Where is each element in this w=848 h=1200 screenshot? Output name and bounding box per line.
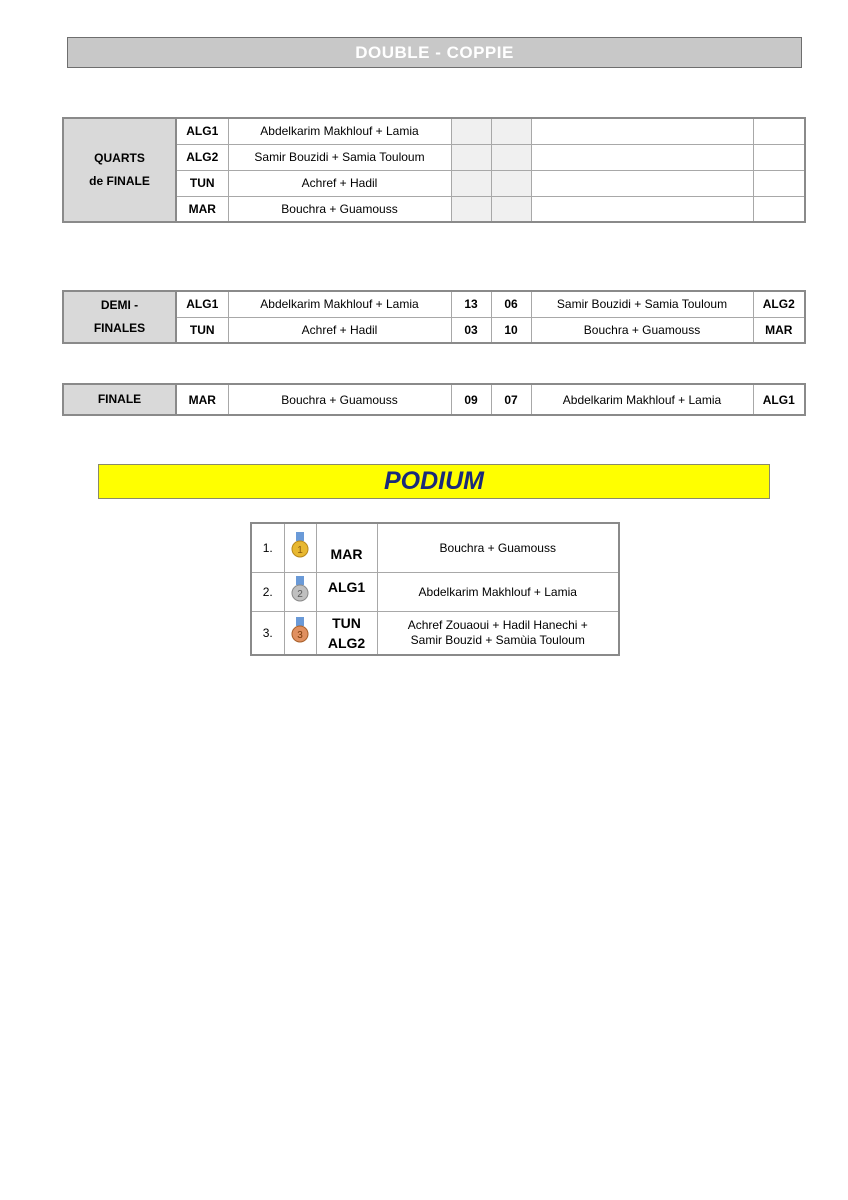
podium-team: Bouchra + Guamouss	[377, 523, 619, 572]
score-a: 03	[451, 317, 491, 343]
opponent-cell	[531, 196, 753, 222]
quarters-label-line2: de FINALE	[89, 174, 150, 188]
score-b: 10	[491, 317, 531, 343]
medal-number: 2	[297, 589, 303, 600]
podium-code-cell	[316, 572, 377, 611]
final-label: FINALE	[63, 384, 176, 415]
bronze-medal-icon	[290, 617, 310, 645]
opponent-name: Bouchra + Guamouss	[531, 317, 753, 343]
medal-number: 1	[297, 545, 303, 557]
team-code: TUN	[176, 170, 228, 196]
team-code: ALG2	[176, 144, 228, 170]
podium-code: MAR	[330, 545, 363, 562]
opponent-code: ALG2	[753, 291, 805, 317]
opponent-cell	[531, 144, 753, 170]
score-cell	[451, 144, 491, 170]
score-cell	[491, 196, 531, 222]
podium-code: ALG1	[327, 578, 366, 595]
podium-team: Abdelkarim Makhlouf + Lamia	[377, 572, 619, 611]
podium-rank: 2.	[251, 572, 284, 611]
score-cell	[491, 144, 531, 170]
medal-cell	[284, 611, 316, 655]
semis-label-line2: FINALES	[93, 321, 146, 335]
medal-cell	[284, 572, 316, 611]
opponent-code: ALG1	[753, 384, 805, 415]
team-code: ALG1	[176, 118, 228, 144]
gold-medal-icon	[290, 532, 310, 560]
team-name: Abdelkarim Makhlouf + Lamia	[228, 118, 451, 144]
score-b: 06	[491, 291, 531, 317]
opponent-code-cell	[753, 118, 805, 144]
medal-number: 3	[297, 630, 303, 642]
team-name: Achref + Hadil	[228, 170, 451, 196]
opponent-code: MAR	[753, 317, 805, 343]
final-table	[62, 383, 806, 416]
podium-code-cell	[316, 611, 377, 655]
score-cell	[451, 196, 491, 222]
score-cell	[451, 118, 491, 144]
podium-rank: 3.	[251, 611, 284, 655]
opponent-name: Abdelkarim Makhlouf + Lamia	[531, 384, 753, 415]
team-code: ALG1	[176, 291, 228, 317]
podium-rank: 1.	[251, 523, 284, 572]
score-cell	[491, 170, 531, 196]
quarter-finals-table	[62, 117, 806, 223]
opponent-code-cell	[753, 196, 805, 222]
score-cell	[451, 170, 491, 196]
opponent-cell	[531, 170, 753, 196]
team-code: MAR	[176, 196, 228, 222]
silver-medal-icon	[290, 576, 310, 604]
opponent-name: Samir Bouzidi + Samia Touloum	[531, 291, 753, 317]
score-cell	[491, 118, 531, 144]
podium-code-cell	[316, 523, 377, 572]
team-name: Abdelkarim Makhlouf + Lamia	[228, 291, 451, 317]
podium-code: TUN	[332, 614, 361, 631]
opponent-code-cell	[753, 144, 805, 170]
team-name: Achref + Hadil	[228, 317, 451, 343]
opponent-cell	[531, 118, 753, 144]
score-a: 13	[451, 291, 491, 317]
semis-label-line1: DEMI -	[100, 298, 139, 312]
score-b: 07	[491, 384, 531, 415]
podium-team-line: Achref Zouaoui + Hadil Hanechi +	[407, 617, 588, 632]
team-code: TUN	[176, 317, 228, 343]
semi-finals-table	[62, 290, 806, 344]
podium-table	[250, 522, 620, 656]
podium-team-line: Samir Bouzid + Samùia Touloum	[410, 632, 585, 647]
quarters-label-line1: QUARTS	[94, 151, 145, 165]
medal-cell	[284, 523, 316, 572]
quarters-label	[63, 118, 176, 222]
team-name: Bouchra + Guamouss	[228, 384, 451, 415]
team-name: Samir Bouzidi + Samia Touloum	[228, 144, 451, 170]
score-a: 09	[451, 384, 491, 415]
team-code: MAR	[176, 384, 228, 415]
podium-team	[377, 611, 619, 655]
page-title: DOUBLE - COPPIE	[67, 37, 802, 68]
podium-code: ALG2	[327, 634, 366, 651]
opponent-code-cell	[753, 170, 805, 196]
semis-label	[63, 291, 176, 343]
team-name: Bouchra + Guamouss	[228, 196, 451, 222]
podium-title: PODIUM	[98, 464, 770, 499]
